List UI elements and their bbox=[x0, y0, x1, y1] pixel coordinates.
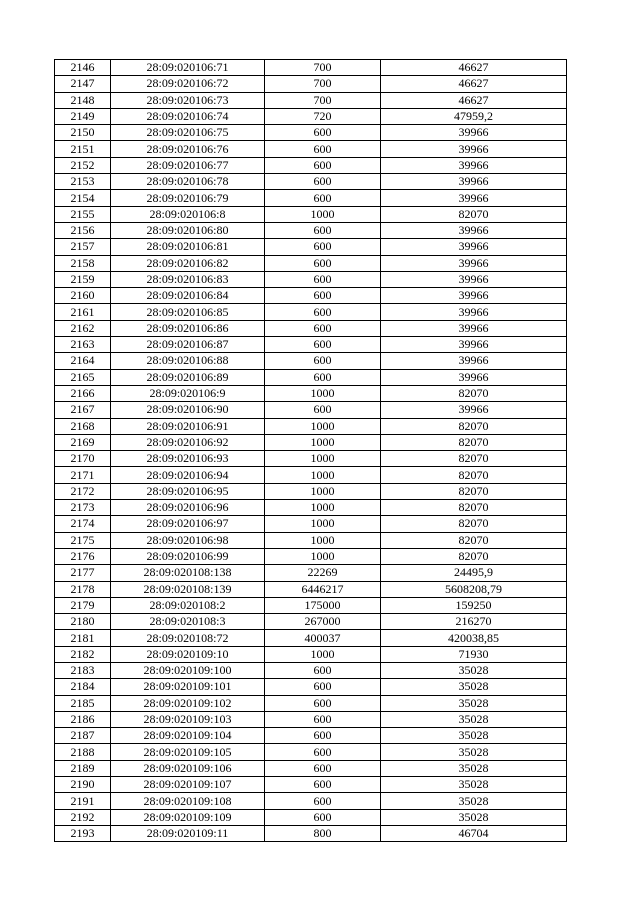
row-number-cell: 2171 bbox=[55, 467, 111, 483]
value-cell: 82070 bbox=[381, 548, 567, 564]
area-cell: 1000 bbox=[265, 483, 381, 499]
land-parcel-table bbox=[54, 59, 567, 842]
value-cell: 46627 bbox=[381, 76, 567, 92]
value-cell: 5608208,79 bbox=[381, 581, 567, 597]
value-cell: 39966 bbox=[381, 353, 567, 369]
table-row bbox=[55, 190, 567, 206]
cadastral-number-cell: 28:09:020106:82 bbox=[111, 255, 265, 271]
cadastral-number-cell: 28:09:020106:96 bbox=[111, 500, 265, 516]
table-row bbox=[55, 320, 567, 336]
table-row bbox=[55, 695, 567, 711]
area-cell: 600 bbox=[265, 402, 381, 418]
row-number-cell: 2193 bbox=[55, 825, 111, 841]
cadastral-number-cell: 28:09:020109:11 bbox=[111, 825, 265, 841]
value-cell: 35028 bbox=[381, 744, 567, 760]
table-row bbox=[55, 369, 567, 385]
value-cell: 24495,9 bbox=[381, 565, 567, 581]
area-cell: 600 bbox=[265, 222, 381, 238]
value-cell: 39966 bbox=[381, 288, 567, 304]
cadastral-number-cell: 28:09:020106:76 bbox=[111, 141, 265, 157]
area-cell: 267000 bbox=[265, 614, 381, 630]
cadastral-number-cell: 28:09:020109:106 bbox=[111, 760, 265, 776]
table-row bbox=[55, 516, 567, 532]
cadastral-number-cell: 28:09:020106:75 bbox=[111, 125, 265, 141]
row-number-cell: 2189 bbox=[55, 760, 111, 776]
area-cell: 600 bbox=[265, 271, 381, 287]
cadastral-number-cell: 28:09:020109:102 bbox=[111, 695, 265, 711]
area-cell: 600 bbox=[265, 662, 381, 678]
table-row bbox=[55, 174, 567, 190]
value-cell: 82070 bbox=[381, 434, 567, 450]
row-number-cell: 2187 bbox=[55, 728, 111, 744]
area-cell: 600 bbox=[265, 157, 381, 173]
cadastral-number-cell: 28:09:020106:90 bbox=[111, 402, 265, 418]
table-row bbox=[55, 793, 567, 809]
value-cell: 35028 bbox=[381, 679, 567, 695]
table-row bbox=[55, 581, 567, 597]
value-cell: 46704 bbox=[381, 825, 567, 841]
row-number-cell: 2165 bbox=[55, 369, 111, 385]
area-cell: 700 bbox=[265, 76, 381, 92]
area-cell: 600 bbox=[265, 744, 381, 760]
row-number-cell: 2147 bbox=[55, 76, 111, 92]
area-cell: 600 bbox=[265, 288, 381, 304]
value-cell: 35028 bbox=[381, 760, 567, 776]
table-body bbox=[55, 60, 567, 842]
area-cell: 600 bbox=[265, 320, 381, 336]
cadastral-number-cell: 28:09:020109:101 bbox=[111, 679, 265, 695]
table-row bbox=[55, 434, 567, 450]
value-cell: 39966 bbox=[381, 239, 567, 255]
value-cell: 39966 bbox=[381, 190, 567, 206]
table-row bbox=[55, 679, 567, 695]
cadastral-number-cell: 28:09:020109:103 bbox=[111, 711, 265, 727]
table-row bbox=[55, 467, 567, 483]
table-row bbox=[55, 60, 567, 76]
value-cell: 82070 bbox=[381, 500, 567, 516]
row-number-cell: 2168 bbox=[55, 418, 111, 434]
cadastral-number-cell: 28:09:020106:92 bbox=[111, 434, 265, 450]
area-cell: 600 bbox=[265, 141, 381, 157]
cadastral-number-cell: 28:09:020106:87 bbox=[111, 337, 265, 353]
area-cell: 600 bbox=[265, 337, 381, 353]
value-cell: 39966 bbox=[381, 304, 567, 320]
row-number-cell: 2151 bbox=[55, 141, 111, 157]
cadastral-number-cell: 28:09:020106:71 bbox=[111, 60, 265, 76]
table-row bbox=[55, 777, 567, 793]
cadastral-number-cell: 28:09:020106:95 bbox=[111, 483, 265, 499]
area-cell: 600 bbox=[265, 793, 381, 809]
row-number-cell: 2155 bbox=[55, 206, 111, 222]
value-cell: 35028 bbox=[381, 662, 567, 678]
value-cell: 39966 bbox=[381, 174, 567, 190]
table-row bbox=[55, 255, 567, 271]
cadastral-number-cell: 28:09:020106:88 bbox=[111, 353, 265, 369]
table-row bbox=[55, 108, 567, 124]
table-row bbox=[55, 500, 567, 516]
table-row bbox=[55, 337, 567, 353]
cadastral-number-cell: 28:09:020106:86 bbox=[111, 320, 265, 336]
cadastral-number-cell: 28:09:020109:100 bbox=[111, 662, 265, 678]
row-number-cell: 2179 bbox=[55, 597, 111, 613]
row-number-cell: 2181 bbox=[55, 630, 111, 646]
area-cell: 1000 bbox=[265, 548, 381, 564]
cadastral-number-cell: 28:09:020106:98 bbox=[111, 532, 265, 548]
table-row bbox=[55, 141, 567, 157]
table-row bbox=[55, 809, 567, 825]
row-number-cell: 2148 bbox=[55, 92, 111, 108]
table-row bbox=[55, 760, 567, 776]
area-cell: 1000 bbox=[265, 385, 381, 401]
row-number-cell: 2186 bbox=[55, 711, 111, 727]
area-cell: 600 bbox=[265, 760, 381, 776]
cadastral-number-cell: 28:09:020106:89 bbox=[111, 369, 265, 385]
cadastral-number-cell: 28:09:020106:74 bbox=[111, 108, 265, 124]
table-row bbox=[55, 76, 567, 92]
row-number-cell: 2173 bbox=[55, 500, 111, 516]
cadastral-number-cell: 28:09:020106:78 bbox=[111, 174, 265, 190]
area-cell: 22269 bbox=[265, 565, 381, 581]
table-row bbox=[55, 711, 567, 727]
value-cell: 39966 bbox=[381, 222, 567, 238]
row-number-cell: 2184 bbox=[55, 679, 111, 695]
cadastral-number-cell: 28:09:020106:85 bbox=[111, 304, 265, 320]
cadastral-number-cell: 28:09:020108:72 bbox=[111, 630, 265, 646]
table-row bbox=[55, 92, 567, 108]
area-cell: 600 bbox=[265, 711, 381, 727]
area-cell: 600 bbox=[265, 369, 381, 385]
cadastral-number-cell: 28:09:020108:138 bbox=[111, 565, 265, 581]
value-cell: 35028 bbox=[381, 777, 567, 793]
row-number-cell: 2164 bbox=[55, 353, 111, 369]
table-row bbox=[55, 206, 567, 222]
row-number-cell: 2177 bbox=[55, 565, 111, 581]
row-number-cell: 2174 bbox=[55, 516, 111, 532]
row-number-cell: 2169 bbox=[55, 434, 111, 450]
row-number-cell: 2170 bbox=[55, 451, 111, 467]
row-number-cell: 2149 bbox=[55, 108, 111, 124]
cadastral-number-cell: 28:09:020108:2 bbox=[111, 597, 265, 613]
cadastral-number-cell: 28:09:020106:8 bbox=[111, 206, 265, 222]
table-row bbox=[55, 548, 567, 564]
row-number-cell: 2180 bbox=[55, 614, 111, 630]
table-row bbox=[55, 614, 567, 630]
table-row bbox=[55, 402, 567, 418]
value-cell: 82070 bbox=[381, 483, 567, 499]
row-number-cell: 2157 bbox=[55, 239, 111, 255]
row-number-cell: 2191 bbox=[55, 793, 111, 809]
area-cell: 600 bbox=[265, 239, 381, 255]
cadastral-number-cell: 28:09:020108:3 bbox=[111, 614, 265, 630]
value-cell: 39966 bbox=[381, 157, 567, 173]
row-number-cell: 2167 bbox=[55, 402, 111, 418]
row-number-cell: 2190 bbox=[55, 777, 111, 793]
value-cell: 35028 bbox=[381, 728, 567, 744]
area-cell: 800 bbox=[265, 825, 381, 841]
area-cell: 1000 bbox=[265, 467, 381, 483]
value-cell: 82070 bbox=[381, 206, 567, 222]
value-cell: 46627 bbox=[381, 60, 567, 76]
value-cell: 39966 bbox=[381, 402, 567, 418]
row-number-cell: 2158 bbox=[55, 255, 111, 271]
area-cell: 1000 bbox=[265, 451, 381, 467]
table-row bbox=[55, 483, 567, 499]
area-cell: 1000 bbox=[265, 532, 381, 548]
area-cell: 600 bbox=[265, 255, 381, 271]
value-cell: 420038,85 bbox=[381, 630, 567, 646]
value-cell: 82070 bbox=[381, 418, 567, 434]
value-cell: 82070 bbox=[381, 467, 567, 483]
value-cell: 47959,2 bbox=[381, 108, 567, 124]
value-cell: 82070 bbox=[381, 516, 567, 532]
value-cell: 159250 bbox=[381, 597, 567, 613]
area-cell: 1000 bbox=[265, 434, 381, 450]
area-cell: 600 bbox=[265, 809, 381, 825]
cadastral-number-cell: 28:09:020106:99 bbox=[111, 548, 265, 564]
area-cell: 6446217 bbox=[265, 581, 381, 597]
area-cell: 600 bbox=[265, 190, 381, 206]
area-cell: 600 bbox=[265, 353, 381, 369]
area-cell: 600 bbox=[265, 695, 381, 711]
row-number-cell: 2182 bbox=[55, 646, 111, 662]
value-cell: 82070 bbox=[381, 385, 567, 401]
area-cell: 1000 bbox=[265, 516, 381, 532]
value-cell: 39966 bbox=[381, 141, 567, 157]
table-row bbox=[55, 157, 567, 173]
table-row bbox=[55, 646, 567, 662]
row-number-cell: 2146 bbox=[55, 60, 111, 76]
value-cell: 216270 bbox=[381, 614, 567, 630]
cadastral-number-cell: 28:09:020106:84 bbox=[111, 288, 265, 304]
value-cell: 46627 bbox=[381, 92, 567, 108]
area-cell: 175000 bbox=[265, 597, 381, 613]
row-number-cell: 2163 bbox=[55, 337, 111, 353]
cadastral-number-cell: 28:09:020109:105 bbox=[111, 744, 265, 760]
row-number-cell: 2175 bbox=[55, 532, 111, 548]
row-number-cell: 2162 bbox=[55, 320, 111, 336]
table-row bbox=[55, 304, 567, 320]
table-row bbox=[55, 728, 567, 744]
area-cell: 600 bbox=[265, 174, 381, 190]
cadastral-number-cell: 28:09:020109:108 bbox=[111, 793, 265, 809]
cadastral-number-cell: 28:09:020106:80 bbox=[111, 222, 265, 238]
value-cell: 71930 bbox=[381, 646, 567, 662]
table-row bbox=[55, 385, 567, 401]
row-number-cell: 2178 bbox=[55, 581, 111, 597]
area-cell: 700 bbox=[265, 60, 381, 76]
table-row bbox=[55, 418, 567, 434]
cadastral-number-cell: 28:09:020106:94 bbox=[111, 467, 265, 483]
cadastral-number-cell: 28:09:020106:72 bbox=[111, 76, 265, 92]
area-cell: 1000 bbox=[265, 646, 381, 662]
area-cell: 600 bbox=[265, 679, 381, 695]
value-cell: 39966 bbox=[381, 125, 567, 141]
row-number-cell: 2172 bbox=[55, 483, 111, 499]
cadastral-number-cell: 28:09:020108:139 bbox=[111, 581, 265, 597]
value-cell: 39966 bbox=[381, 369, 567, 385]
table-row bbox=[55, 744, 567, 760]
value-cell: 39966 bbox=[381, 255, 567, 271]
cadastral-number-cell: 28:09:020106:83 bbox=[111, 271, 265, 287]
cadastral-number-cell: 28:09:020109:10 bbox=[111, 646, 265, 662]
table-row bbox=[55, 271, 567, 287]
row-number-cell: 2161 bbox=[55, 304, 111, 320]
table-row bbox=[55, 353, 567, 369]
value-cell: 82070 bbox=[381, 532, 567, 548]
value-cell: 35028 bbox=[381, 793, 567, 809]
area-cell: 600 bbox=[265, 777, 381, 793]
area-cell: 400037 bbox=[265, 630, 381, 646]
cadastral-number-cell: 28:09:020106:79 bbox=[111, 190, 265, 206]
area-cell: 600 bbox=[265, 304, 381, 320]
row-number-cell: 2188 bbox=[55, 744, 111, 760]
row-number-cell: 2150 bbox=[55, 125, 111, 141]
row-number-cell: 2152 bbox=[55, 157, 111, 173]
cadastral-number-cell: 28:09:020109:104 bbox=[111, 728, 265, 744]
value-cell: 82070 bbox=[381, 451, 567, 467]
cadastral-number-cell: 28:09:020106:91 bbox=[111, 418, 265, 434]
area-cell: 1000 bbox=[265, 418, 381, 434]
cadastral-number-cell: 28:09:020106:93 bbox=[111, 451, 265, 467]
table-row bbox=[55, 565, 567, 581]
table-row bbox=[55, 825, 567, 841]
area-cell: 720 bbox=[265, 108, 381, 124]
value-cell: 35028 bbox=[381, 809, 567, 825]
cadastral-number-cell: 28:09:020106:73 bbox=[111, 92, 265, 108]
cadastral-number-cell: 28:09:020106:81 bbox=[111, 239, 265, 255]
row-number-cell: 2160 bbox=[55, 288, 111, 304]
area-cell: 600 bbox=[265, 728, 381, 744]
cadastral-number-cell: 28:09:020106:77 bbox=[111, 157, 265, 173]
table-row bbox=[55, 222, 567, 238]
value-cell: 35028 bbox=[381, 711, 567, 727]
area-cell: 1000 bbox=[265, 500, 381, 516]
row-number-cell: 2156 bbox=[55, 222, 111, 238]
row-number-cell: 2176 bbox=[55, 548, 111, 564]
table-row bbox=[55, 239, 567, 255]
row-number-cell: 2192 bbox=[55, 809, 111, 825]
table-row bbox=[55, 630, 567, 646]
table-row bbox=[55, 662, 567, 678]
cadastral-number-cell: 28:09:020106:97 bbox=[111, 516, 265, 532]
area-cell: 1000 bbox=[265, 206, 381, 222]
cadastral-number-cell: 28:09:020106:9 bbox=[111, 385, 265, 401]
table-row bbox=[55, 451, 567, 467]
value-cell: 39966 bbox=[381, 320, 567, 336]
row-number-cell: 2159 bbox=[55, 271, 111, 287]
cadastral-number-cell: 28:09:020109:107 bbox=[111, 777, 265, 793]
area-cell: 700 bbox=[265, 92, 381, 108]
table-row bbox=[55, 597, 567, 613]
row-number-cell: 2153 bbox=[55, 174, 111, 190]
area-cell: 600 bbox=[265, 125, 381, 141]
row-number-cell: 2166 bbox=[55, 385, 111, 401]
table-row bbox=[55, 532, 567, 548]
cadastral-number-cell: 28:09:020109:109 bbox=[111, 809, 265, 825]
table-row bbox=[55, 288, 567, 304]
row-number-cell: 2183 bbox=[55, 662, 111, 678]
value-cell: 35028 bbox=[381, 695, 567, 711]
table-row bbox=[55, 125, 567, 141]
value-cell: 39966 bbox=[381, 271, 567, 287]
row-number-cell: 2154 bbox=[55, 190, 111, 206]
row-number-cell: 2185 bbox=[55, 695, 111, 711]
value-cell: 39966 bbox=[381, 337, 567, 353]
